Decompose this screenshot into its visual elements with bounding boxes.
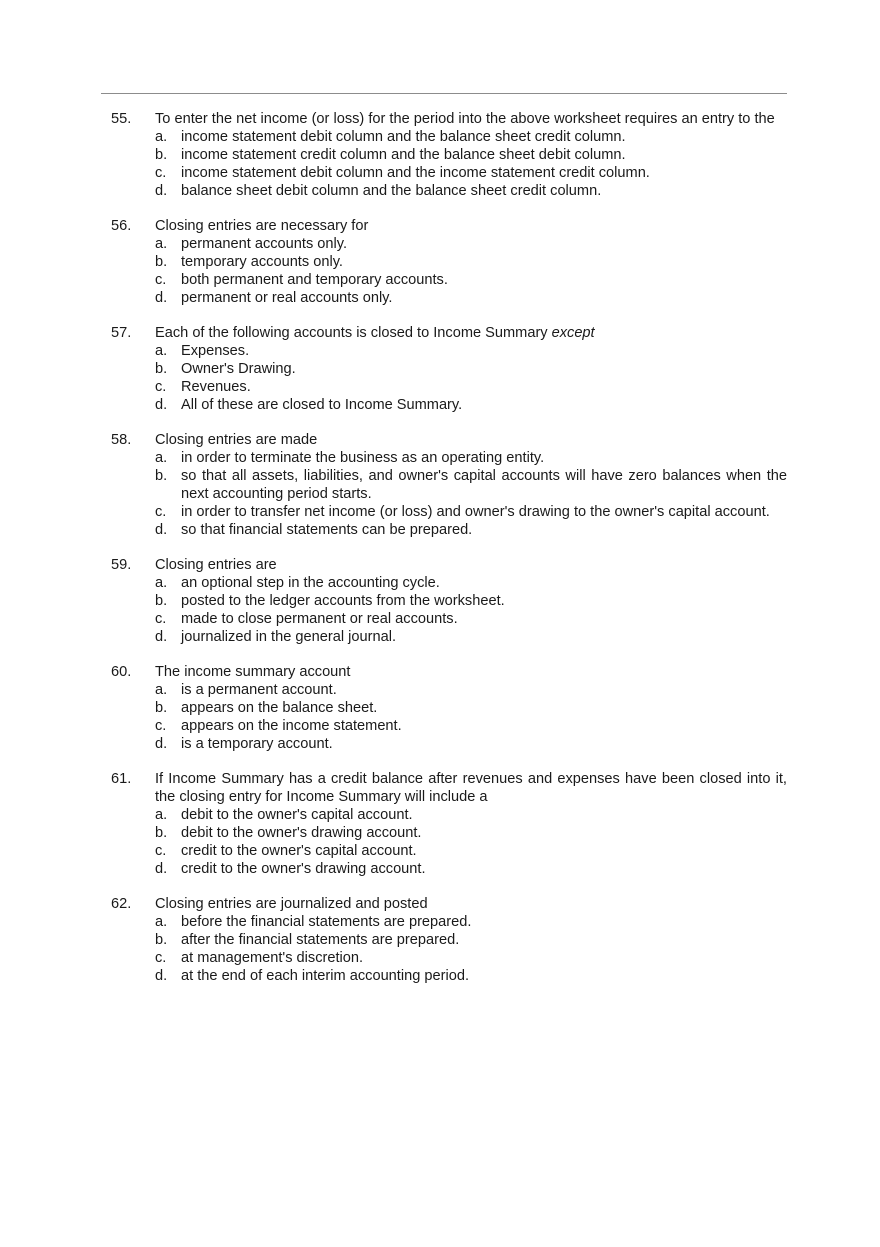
option-letter: b. [155,254,168,270]
option-text: at the end of each interim accounting period. [181,968,470,984]
option-text: so that all assets, liabilities, and owner's capital accounts will have zero balances when the next accounting period starts. [181,468,787,502]
option-text: in order to transfer net income (or loss) and owner's drawing to the owner's capital account. [181,504,770,520]
option-text: in order to terminate the business as an operating entity. [181,450,545,466]
option-text: debit to the owner's drawing account. [181,825,422,841]
answer-option [155,967,787,985]
question [111,895,787,985]
option-text: Owner's Drawing. [181,361,296,377]
question-stem: The income summary account [155,664,351,680]
answer-option [155,717,787,735]
answer-options [155,913,787,985]
question-number: 56. [111,218,132,234]
answer-option [155,806,787,824]
question [111,556,787,646]
option-letter: b. [155,468,168,484]
answer-options [155,342,787,414]
option-letter: a. [155,129,168,145]
answer-option [155,913,787,931]
question-number: 60. [111,664,132,680]
answer-option [155,521,787,539]
option-letter: c. [155,272,167,288]
option-letter: d. [155,629,168,645]
option-text: credit to the owner's capital account. [181,843,417,859]
question-stem: Closing entries are [155,557,277,573]
option-letter: a. [155,682,168,698]
question-number: 62. [111,896,132,912]
answer-option [155,610,787,628]
option-letter: a. [155,575,168,591]
answer-option [155,396,787,414]
answer-option [155,949,787,967]
option-text: at management's discretion. [181,950,364,966]
option-letter: a. [155,236,168,252]
question-number: 55. [111,111,132,127]
option-text: All of these are closed to Income Summary. [181,397,463,413]
answer-option [155,467,787,503]
option-letter: d. [155,861,168,877]
option-text: permanent accounts only. [181,236,348,252]
option-text: appears on the balance sheet. [181,700,378,716]
answer-options [155,128,787,200]
option-letter: c. [155,379,167,395]
option-letter: a. [155,807,168,823]
option-letter: c. [155,843,167,859]
answer-option [155,128,787,146]
option-text: before the financial statements are prepared. [181,914,472,930]
option-text: an optional step in the accounting cycle. [181,575,440,591]
option-letter: c. [155,718,167,734]
option-text: debit to the owner's capital account. [181,807,413,823]
question-stem: If Income Summary has a credit balance after revenues and expenses have been closed into it, the closing entry for Income Summary will include a [155,771,787,805]
answer-option [155,503,787,521]
answer-option [155,860,787,878]
option-text: income statement debit column and the balance sheet credit column. [181,129,626,145]
answer-option [155,378,787,396]
question-stem: To enter the net income (or loss) for the period into the above worksheet requires an entry to the [155,111,775,127]
answer-option [155,146,787,164]
option-letter: b. [155,147,168,163]
answer-option [155,574,787,592]
option-text: both permanent and temporary accounts. [181,272,448,288]
answer-option [155,592,787,610]
answer-options [155,235,787,307]
question-stem: Closing entries are journalized and posted [155,896,428,912]
option-text: Expenses. [181,343,250,359]
answer-options [155,681,787,753]
option-letter: c. [155,504,167,520]
option-letter: b. [155,700,168,716]
answer-options [155,574,787,646]
answer-option [155,235,787,253]
option-text: income statement credit column and the balance sheet debit column. [181,147,626,163]
option-text: is a temporary account. [181,736,333,752]
answer-option [155,253,787,271]
question-stem: Closing entries are necessary for [155,218,369,234]
option-text: temporary accounts only. [181,254,343,270]
option-letter: d. [155,968,168,984]
answer-option [155,681,787,699]
option-text: balance sheet debit column and the balance sheet credit column. [181,183,602,199]
answer-option [155,842,787,860]
option-letter: d. [155,183,168,199]
option-text: made to close permanent or real accounts. [181,611,458,627]
option-letter: a. [155,343,168,359]
answer-option [155,271,787,289]
option-text: so that financial statements can be prepared. [181,522,473,538]
option-letter: a. [155,450,168,466]
option-letter: a. [155,914,168,930]
option-letter: b. [155,361,168,377]
question-stem: Each of the following accounts is closed to Income Summary except [155,325,595,341]
question [111,663,787,753]
option-letter: c. [155,611,167,627]
question-stem-emphasis: except [551,325,595,341]
option-text: posted to the ledger accounts from the worksheet. [181,593,505,609]
question-number: 59. [111,557,132,573]
question-list [111,110,787,1002]
header-divider [101,93,787,94]
answer-option [155,735,787,753]
answer-option [155,289,787,307]
question [111,217,787,307]
option-text: credit to the owner's drawing account. [181,861,426,877]
answer-option [155,182,787,200]
option-letter: d. [155,397,168,413]
answer-option [155,699,787,717]
answer-option [155,449,787,467]
option-letter: b. [155,932,168,948]
option-letter: d. [155,522,168,538]
question [111,110,787,200]
question-number: 57. [111,325,132,341]
answer-option [155,628,787,646]
question-number: 61. [111,771,132,787]
answer-option [155,360,787,378]
answer-option [155,824,787,842]
question-number: 58. [111,432,132,448]
question [111,324,787,414]
option-text: appears on the income statement. [181,718,402,734]
option-text: income statement debit column and the income statement credit column. [181,165,650,181]
option-text: permanent or real accounts only. [181,290,393,306]
option-letter: c. [155,950,167,966]
question [111,431,787,539]
question [111,770,787,878]
answer-option [155,342,787,360]
answer-option [155,164,787,182]
option-letter: c. [155,165,167,181]
option-text: journalized in the general journal. [181,629,396,645]
question-stem: Closing entries are made [155,432,318,448]
answer-option [155,931,787,949]
option-text: after the financial statements are prepared. [181,932,460,948]
option-text: Revenues. [181,379,251,395]
option-letter: d. [155,290,168,306]
answer-options [155,449,787,539]
option-text: is a permanent account. [181,682,337,698]
option-letter: d. [155,736,168,752]
option-letter: b. [155,825,168,841]
answer-options [155,806,787,878]
option-letter: b. [155,593,168,609]
